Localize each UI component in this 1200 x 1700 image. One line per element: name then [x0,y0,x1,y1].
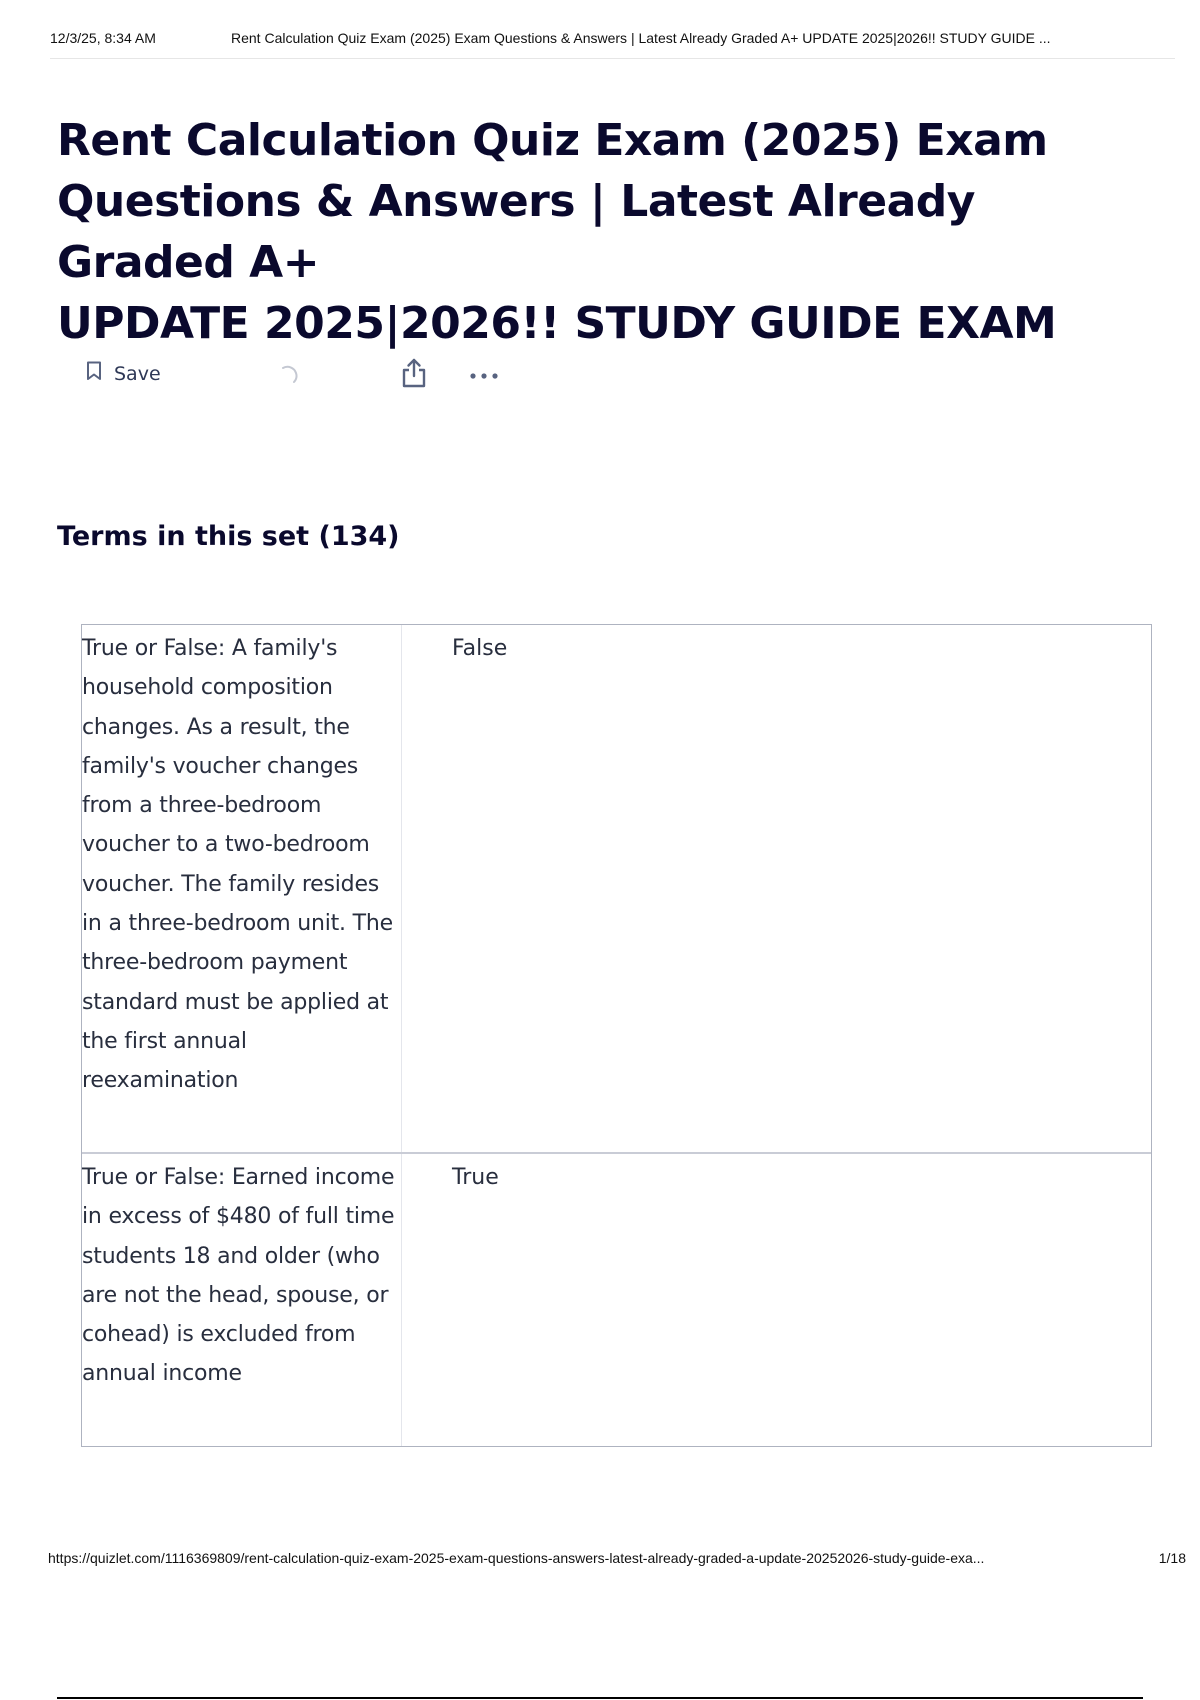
page-title-line: Rent Calculation Quiz Exam (2025) Exam [57,115,1048,166]
term-row [82,1154,1151,1446]
share-icon[interactable] [399,357,429,394]
print-datetime: 12/3/25, 8:34 AM [50,30,156,46]
loading-spinner-icon [277,363,301,392]
term-text: True or False: A family's household composition changes. As a result, the family's voucher changes from a three-bedroom voucher to a two-bedroom voucher. The family resides in a three-bedroom unit. The three-bedroom payment standard must be applied at the first annual reexamination [82,625,402,1152]
set-actions-bar [86,355,536,395]
save-button-label: Save [114,362,161,385]
page-number: 1/18 [1158,1550,1186,1566]
page-title-line: Questions & Answers | Latest Already Graded A+ [57,176,975,288]
page-url: https://quizlet.com/1116369809/rent-calculation-quiz-exam-2025-exam-questions-answers-latest-already-graded-a-update-20252026-study-guide-exa... [48,1550,985,1566]
definition-text: False [452,636,508,661]
save-button[interactable] [86,361,161,386]
print-header [50,30,1175,59]
terms-heading: Terms in this set (134) [57,521,400,552]
term-text: True or False: Earned income in excess of $480 of full time students 18 and older (who are not the head, spouse, or cohead) is excluded from annual income [82,1154,402,1446]
print-document-title: Rent Calculation Quiz Exam (2025) Exam Questions & Answers | Latest Already Graded A+ UPDATE 2025|2026!! STUDY GUIDE ... [231,30,1051,46]
term-row [82,625,1151,1154]
page-title-line: UPDATE 2025|2026!! STUDY GUIDE EXAM [57,298,1057,349]
more-options-icon[interactable] [469,367,499,385]
terms-table [81,624,1152,1447]
bookmark-icon [86,361,102,386]
page-title [57,110,1157,354]
definition-text: True [452,1165,499,1190]
divider [57,1697,1143,1699]
